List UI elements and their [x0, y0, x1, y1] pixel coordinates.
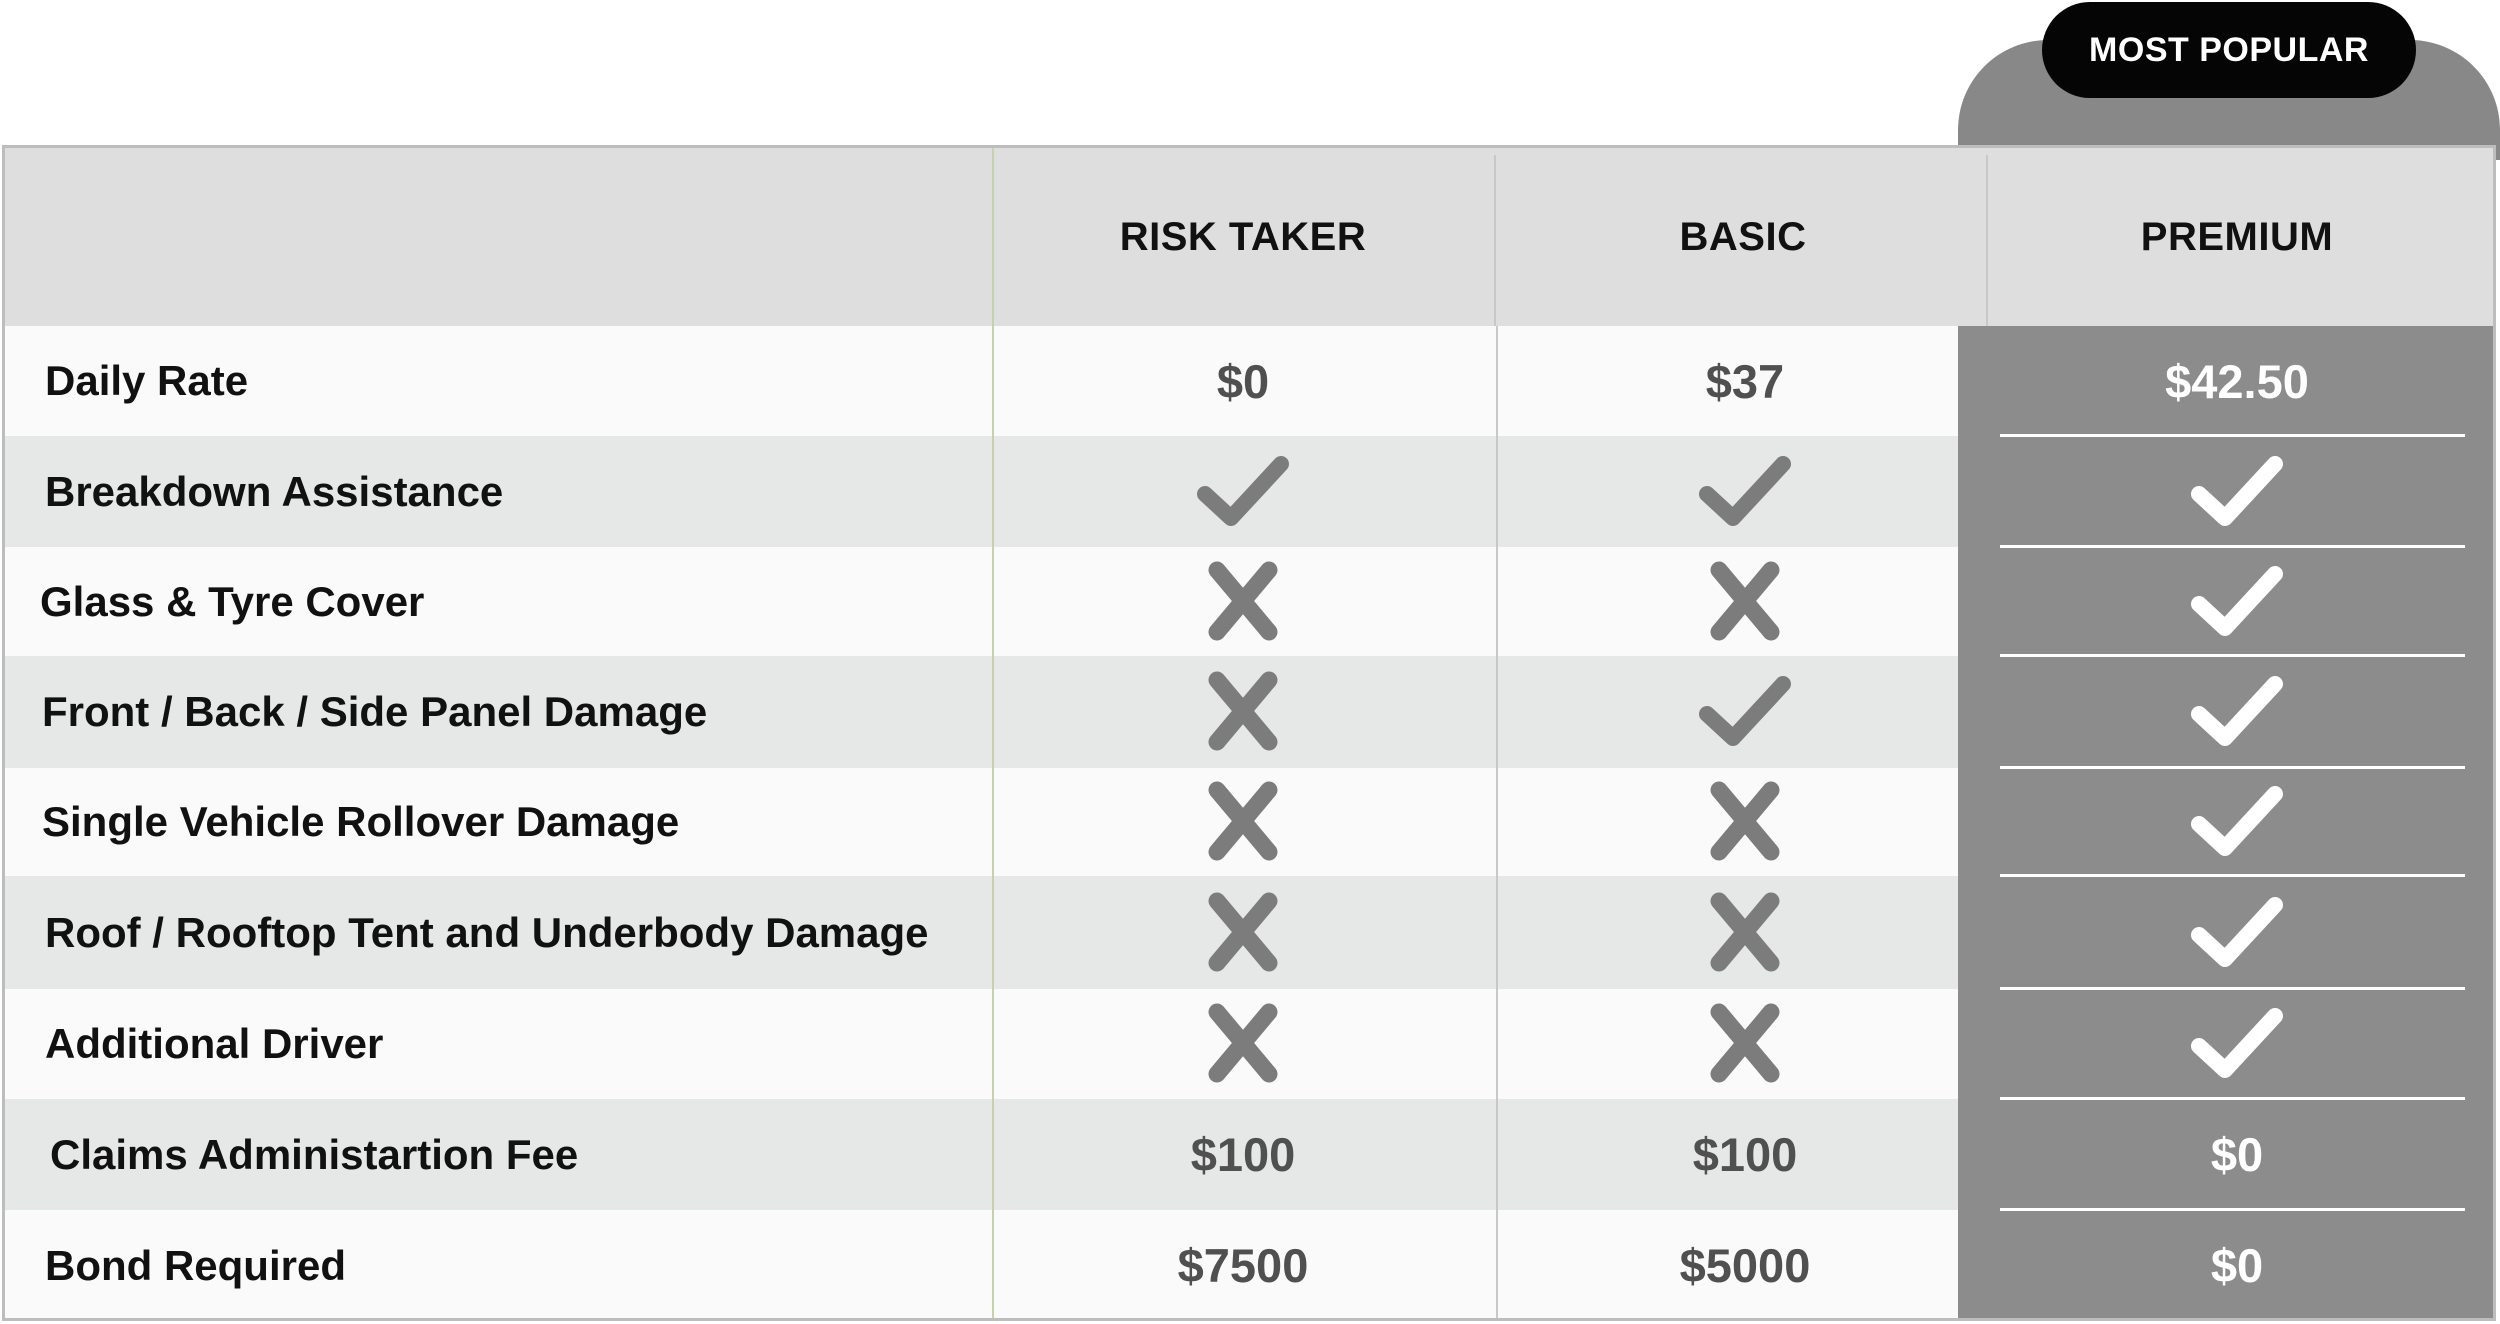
check-icon: [2047, 989, 2427, 1099]
row-label: Daily Rate: [45, 357, 249, 404]
cell-value: $37: [1705, 354, 1785, 408]
row-label: Bond Required: [45, 1241, 346, 1289]
column-header-premium: PREMIUM: [2140, 214, 2334, 259]
row-label: Single Vehicle Rollover Damage: [42, 798, 680, 845]
cross-icon: [1555, 876, 1935, 989]
cross-icon: [1555, 547, 1935, 656]
cell-value: $42.50: [2165, 354, 2309, 408]
cell-value: $7500: [1177, 1239, 1309, 1292]
row-label: Claims Administartion Fee: [50, 1130, 579, 1178]
row-label: Front / Back / Side Panel Damage: [42, 688, 708, 735]
check-icon: [2047, 656, 2427, 768]
row-label: Glass & Tyre Cover: [40, 577, 425, 625]
cross-icon: [1555, 768, 1935, 876]
row-label: Additional Driver: [45, 1020, 384, 1067]
column-divider: [1496, 326, 1498, 1321]
cell-value: $5000: [1679, 1239, 1811, 1292]
cell-value: $100: [1190, 1128, 1296, 1181]
check-icon: [2047, 547, 2427, 656]
row-label: Breakdown Assistance: [45, 467, 504, 515]
check-icon: [2047, 768, 2427, 876]
check-icon: [1555, 656, 1935, 768]
column-divider: [992, 148, 994, 1321]
column-header-risk-taker: RISK TAKER: [1119, 214, 1367, 259]
row-label: Roof / Rooftop Tent and Underbody Damage: [45, 908, 929, 956]
cross-icon: [1053, 547, 1433, 656]
cell-value: $0: [2210, 1239, 2264, 1292]
cell-value: $0: [1216, 354, 1270, 408]
cross-icon: [1053, 989, 1433, 1099]
cross-icon: [1555, 989, 1935, 1099]
check-icon: [2047, 436, 2427, 547]
cell-value: $100: [1692, 1128, 1798, 1181]
most-popular-badge: MOST POPULAR: [2042, 2, 2416, 98]
cross-icon: [1053, 876, 1433, 989]
column-divider: [1494, 155, 1496, 326]
cell-value: $0: [2210, 1128, 2264, 1181]
cross-icon: [1053, 656, 1433, 768]
column-divider: [1986, 155, 1988, 326]
check-icon: [1053, 436, 1433, 547]
column-header-basic: BASIC: [1679, 214, 1807, 259]
cross-icon: [1053, 768, 1433, 876]
check-icon: [1555, 436, 1935, 547]
check-icon: [2047, 876, 2427, 989]
